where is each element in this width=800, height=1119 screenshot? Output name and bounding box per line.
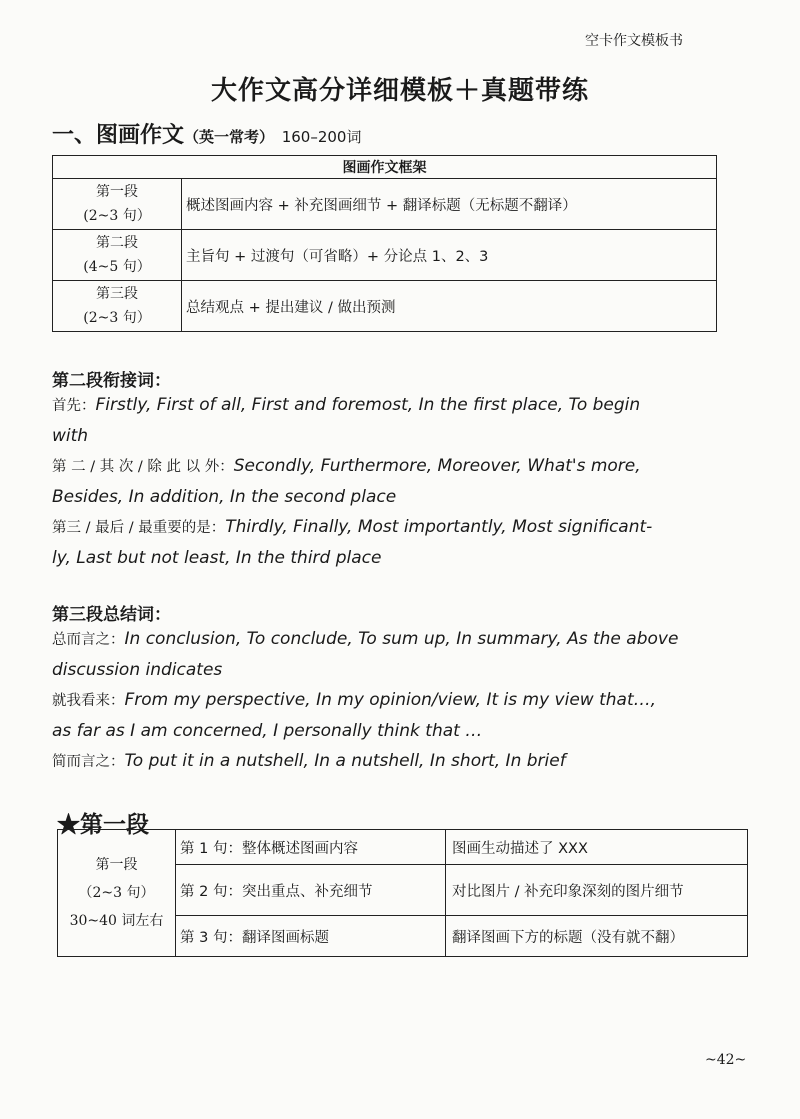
conclusions-heading: 第三段总结词：: [52, 605, 171, 625]
list-item-cont: with: [52, 426, 89, 446]
transitions-heading: 第二段衔接词：: [52, 371, 171, 391]
list-item-cont: as far as I am concerned, I personally think that …: [52, 721, 483, 741]
list-item-cont: discussion indicates: [52, 660, 223, 680]
table-row: [53, 179, 717, 230]
row-label: 第三段 (2~3 句）: [53, 281, 182, 332]
sentence-content: 对比图片 / 补充印象深刻的图片细节: [446, 865, 748, 916]
table-row: [53, 230, 717, 281]
sentence-label: 第 3 句：翻译图画标题: [176, 916, 446, 957]
row-label: 第一段 (2~3 句）: [53, 179, 182, 230]
sentence-label: 第 2 句：突出重点、补充细节: [176, 865, 446, 916]
section-heading-text: 一、图画作文: [52, 122, 185, 148]
transitions-list: [52, 390, 757, 573]
conclusions-list: [52, 624, 757, 777]
table-row: [58, 830, 748, 865]
list-item-cont: Besides, In addition, In the second place: [52, 487, 397, 507]
para1-label: 第一段 （2~3 句） 30~40 词左右: [58, 830, 176, 957]
table-row: [53, 281, 717, 332]
row-label: 第二段 (4~5 句）: [53, 230, 182, 281]
sentence-label: 第 1 句：整体概述图画内容: [176, 830, 446, 865]
row-content: 概述图画内容 + 补充图画细节 + 翻译标题（无标题不翻译）: [182, 179, 717, 230]
book-title: 空卡作文模板书: [585, 33, 683, 49]
list-item: 总而言之：In conclusion, To conclude, To sum up, In summary, As the above: [52, 629, 679, 649]
list-item-cont: ly, Last but not least, In the third place: [52, 548, 382, 568]
para1-table: [57, 829, 748, 957]
sentence-content: 翻译图画下方的标题（没有就不翻）: [446, 916, 748, 957]
sentence-content: 图画生动描述了 XXX: [446, 830, 748, 865]
list-item: 就我看来：From my perspective, In my opinion/view, It is my view that…,: [52, 690, 657, 710]
list-item: 第三 / 最后 / 最重要的是：Thirdly, Finally, Most importantly, Most significant-: [52, 517, 653, 537]
list-item: 第 二 / 其 次 / 除 此 以 外：Secondly, Furthermore, Moreover, What's more,: [52, 456, 641, 476]
list-item: 首先：Firstly, First of all, First and foremost, In the first place, To begin: [52, 395, 641, 415]
section-note: （英一常考）: [184, 128, 275, 146]
para1-heading: ★第一段: [57, 811, 149, 838]
word-count: 160–200词: [281, 128, 362, 146]
section-heading: [52, 118, 361, 149]
row-content: 总结观点 + 提出建议 / 做出预测: [182, 281, 717, 332]
row-content: 主旨句 + 过渡句（可省略）+ 分论点 1、2、3: [182, 230, 717, 281]
list-item: 简而言之：To put it in a nutshell, In a nutshell, In short, In brief: [52, 751, 566, 771]
framework-table: [52, 155, 717, 332]
page-number: ~42~: [705, 1052, 747, 1068]
page-title: 大作文高分详细模板＋真题带练: [210, 76, 589, 106]
framework-table-header: 图画作文框架: [53, 156, 717, 179]
